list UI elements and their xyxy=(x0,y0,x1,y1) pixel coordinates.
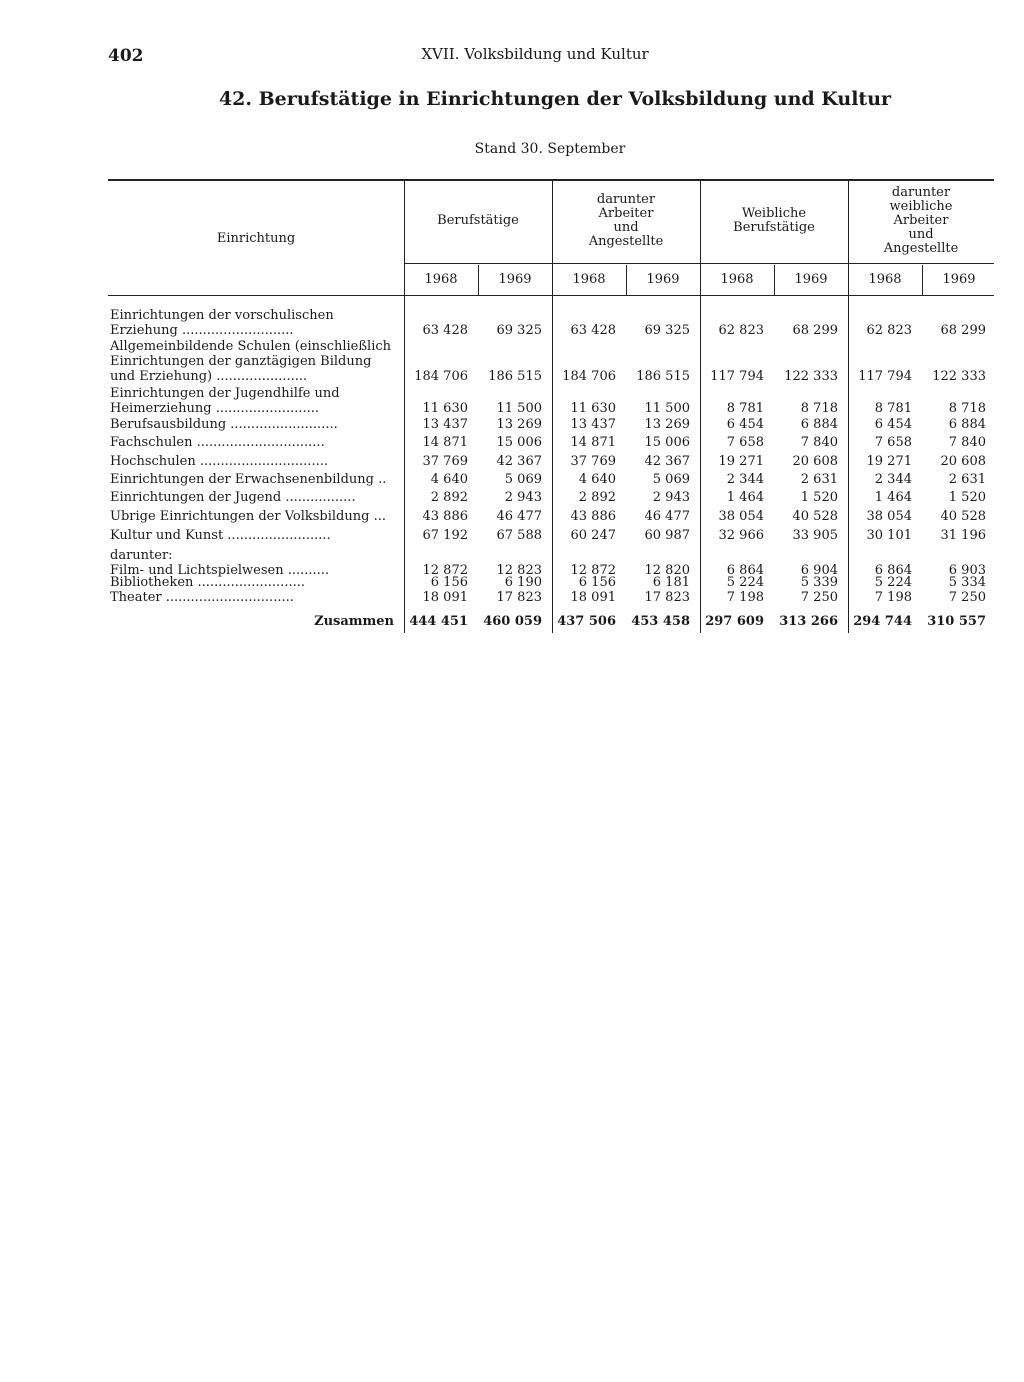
table-cell: 7 840 xyxy=(948,435,986,450)
table-title: 42. Berufstätige in Einrichtungen der Volksbildung und Kultur xyxy=(218,88,892,110)
table-cell: 186 515 xyxy=(636,369,690,384)
table-cell: 19 271 xyxy=(718,454,764,469)
table-cell: 6 190 xyxy=(504,575,542,590)
total-cell: 460 059 xyxy=(483,614,542,629)
table-cell: 67 588 xyxy=(496,528,542,543)
table-cell: 19 271 xyxy=(866,454,912,469)
table-cell: 8 718 xyxy=(800,401,838,416)
table-cell: 33 905 xyxy=(792,528,838,543)
row-label: Einrichtungen der Jugend ................. xyxy=(110,490,356,505)
table-cell: 13 269 xyxy=(496,417,542,432)
table-cell: 67 192 xyxy=(422,528,468,543)
table-cell: 46 477 xyxy=(496,509,542,524)
table-cell: 11 500 xyxy=(644,401,690,416)
table-cell: 69 325 xyxy=(496,323,542,338)
table-cell: 12 872 xyxy=(422,563,468,578)
total-cell: 437 506 xyxy=(557,614,616,629)
row-label: Theater ............................... xyxy=(110,590,294,605)
table-cell: 122 333 xyxy=(784,369,838,384)
table-cell: 11 630 xyxy=(570,401,616,416)
table-cell: 2 943 xyxy=(652,490,690,505)
year-header: 1968 xyxy=(720,272,754,287)
year-header: 1969 xyxy=(498,272,532,287)
table-cell: 1 520 xyxy=(800,490,838,505)
table-cell: 31 196 xyxy=(940,528,986,543)
table-cell: 6 181 xyxy=(652,575,690,590)
table-cell: 38 054 xyxy=(718,509,764,524)
table-cell: 2 344 xyxy=(726,472,764,487)
table-cell: 2 892 xyxy=(578,490,616,505)
table-cell: 15 006 xyxy=(496,435,542,450)
table-cell: 12 823 xyxy=(496,563,542,578)
table-cell: 6 904 xyxy=(800,563,838,578)
total-cell: 310 557 xyxy=(927,614,986,629)
years-rule xyxy=(404,263,994,264)
table-cell: 42 367 xyxy=(496,454,542,469)
table-cell: 18 091 xyxy=(570,590,616,605)
table-cell: 2 631 xyxy=(800,472,838,487)
table-cell: 122 333 xyxy=(932,369,986,384)
year-header: 1969 xyxy=(942,272,976,287)
table-cell: 7 250 xyxy=(948,590,986,605)
table-cell: 69 325 xyxy=(644,323,690,338)
table-cell: 60 247 xyxy=(570,528,616,543)
table-cell: 63 428 xyxy=(570,323,616,338)
table-cell: 43 886 xyxy=(422,509,468,524)
row-label: Einrichtungen der Erwachsenenbildung .. xyxy=(110,472,387,487)
table-cell: 2 344 xyxy=(874,472,912,487)
table-cell: 14 871 xyxy=(570,435,616,450)
table-cell: 12 820 xyxy=(644,563,690,578)
table-cell: 7 198 xyxy=(874,590,912,605)
table-cell: 186 515 xyxy=(488,369,542,384)
table-cell: 184 706 xyxy=(414,369,468,384)
table-cell: 7 840 xyxy=(800,435,838,450)
table-cell: 17 823 xyxy=(496,590,542,605)
total-cell: 444 451 xyxy=(409,614,468,629)
row-label: Hochschulen ............................... xyxy=(110,454,328,469)
table-cell: 13 437 xyxy=(570,417,616,432)
table-cell: 13 269 xyxy=(644,417,690,432)
table-cell: 68 299 xyxy=(940,323,986,338)
table-cell: 17 823 xyxy=(644,590,690,605)
total-label: Zusammen xyxy=(314,614,394,629)
table-cell: 1 464 xyxy=(726,490,764,505)
table-cell: 40 528 xyxy=(792,509,838,524)
table-cell: 8 718 xyxy=(948,401,986,416)
table-cell: 20 608 xyxy=(792,454,838,469)
table-cell: 2 892 xyxy=(430,490,468,505)
row-label: Allgemeinbildende Schulen (einschließlich Einrichtungen der ganztägigen Bildung und Erziehung) ...................... xyxy=(110,339,392,384)
row-label: Übrige Einrichtungen der Volksbildung ... xyxy=(110,509,386,524)
table-cell: 6 864 xyxy=(874,563,912,578)
table-cell: 117 794 xyxy=(858,369,912,384)
table-cell: 5 334 xyxy=(948,575,986,590)
row-label: Einrichtungen der Jugendhilfe und Heimerziehung ......................... xyxy=(110,386,340,416)
year-header: 1969 xyxy=(794,272,828,287)
table-cell: 184 706 xyxy=(562,369,616,384)
row-label: Einrichtungen der vorschulischen Erziehung ........................... xyxy=(110,308,334,338)
total-cell: 313 266 xyxy=(779,614,838,629)
table-cell: 32 966 xyxy=(718,528,764,543)
table-cell: 1 520 xyxy=(948,490,986,505)
row-header: Einrichtung xyxy=(216,231,296,246)
table-cell: 40 528 xyxy=(940,509,986,524)
table-cell: 60 987 xyxy=(644,528,690,543)
table-cell: 6 156 xyxy=(578,575,616,590)
table-cell: 6 884 xyxy=(800,417,838,432)
column-group-header: Berufstätige xyxy=(437,213,519,228)
table-cell: 4 640 xyxy=(578,472,616,487)
table-cell: 15 006 xyxy=(644,435,690,450)
table-cell: 1 464 xyxy=(874,490,912,505)
table-cell: 43 886 xyxy=(570,509,616,524)
column-group-header: darunter Arbeiter und Angestellte xyxy=(588,192,664,249)
row-label: Bibliotheken .......................... xyxy=(110,575,305,590)
table-cell: 13 437 xyxy=(422,417,468,432)
total-cell: 453 458 xyxy=(631,614,690,629)
row-label: Fachschulen ............................... xyxy=(110,435,325,450)
year-header: 1969 xyxy=(646,272,680,287)
table-cell: 12 872 xyxy=(570,563,616,578)
row-label: Berufsausbildung .......................... xyxy=(110,417,338,432)
table-cell: 6 454 xyxy=(726,417,764,432)
table-cell: 8 781 xyxy=(874,401,912,416)
total-cell: 294 744 xyxy=(853,614,912,629)
row-label: Kultur und Kunst ......................... xyxy=(110,528,331,543)
table-cell: 62 823 xyxy=(866,323,912,338)
table-cell: 18 091 xyxy=(422,590,468,605)
table-cell: 4 640 xyxy=(430,472,468,487)
table-cell: 11 500 xyxy=(496,401,542,416)
running-head: XVII. Volksbildung und Kultur xyxy=(421,45,649,63)
table-cell: 42 367 xyxy=(644,454,690,469)
table-cell: 37 769 xyxy=(422,454,468,469)
row-label: darunter: Film- und Lichtspielwesen .......... xyxy=(110,548,330,578)
table-cell: 2 631 xyxy=(948,472,986,487)
table-cell: 38 054 xyxy=(866,509,912,524)
table-cell: 6 156 xyxy=(430,575,468,590)
table-cell: 5 069 xyxy=(504,472,542,487)
table-cell: 117 794 xyxy=(710,369,764,384)
year-header: 1968 xyxy=(572,272,606,287)
page-number: 402 xyxy=(108,46,144,66)
table-cell: 62 823 xyxy=(718,323,764,338)
table-cell: 6 903 xyxy=(948,563,986,578)
table-cell: 2 943 xyxy=(504,490,542,505)
table-cell: 6 454 xyxy=(874,417,912,432)
table-cell: 8 781 xyxy=(726,401,764,416)
table-cell: 30 101 xyxy=(866,528,912,543)
total-cell: 297 609 xyxy=(705,614,764,629)
year-header: 1968 xyxy=(868,272,902,287)
table-cell: 20 608 xyxy=(940,454,986,469)
table-cell: 7 198 xyxy=(726,590,764,605)
table-cell: 7 658 xyxy=(726,435,764,450)
table-cell: 63 428 xyxy=(422,323,468,338)
table-cell: 14 871 xyxy=(422,435,468,450)
table-cell: 5 224 xyxy=(726,575,764,590)
table-cell: 7 658 xyxy=(874,435,912,450)
table-cell: 6 884 xyxy=(948,417,986,432)
table-cell: 11 630 xyxy=(422,401,468,416)
table-cell: 46 477 xyxy=(644,509,690,524)
year-header: 1968 xyxy=(424,272,458,287)
table-subtitle: Stand 30. September xyxy=(474,141,626,157)
table-cell: 6 864 xyxy=(726,563,764,578)
table-cell: 5 224 xyxy=(874,575,912,590)
header-rule xyxy=(108,295,994,296)
table-cell: 5 339 xyxy=(800,575,838,590)
column-group-header: darunter weibliche Arbeiter und Angestellte xyxy=(883,185,959,256)
table-cell: 37 769 xyxy=(570,454,616,469)
column-group-header: Weibliche Berufstätige xyxy=(733,206,815,235)
table-cell: 5 069 xyxy=(652,472,690,487)
table-cell: 7 250 xyxy=(800,590,838,605)
table-cell: 68 299 xyxy=(792,323,838,338)
